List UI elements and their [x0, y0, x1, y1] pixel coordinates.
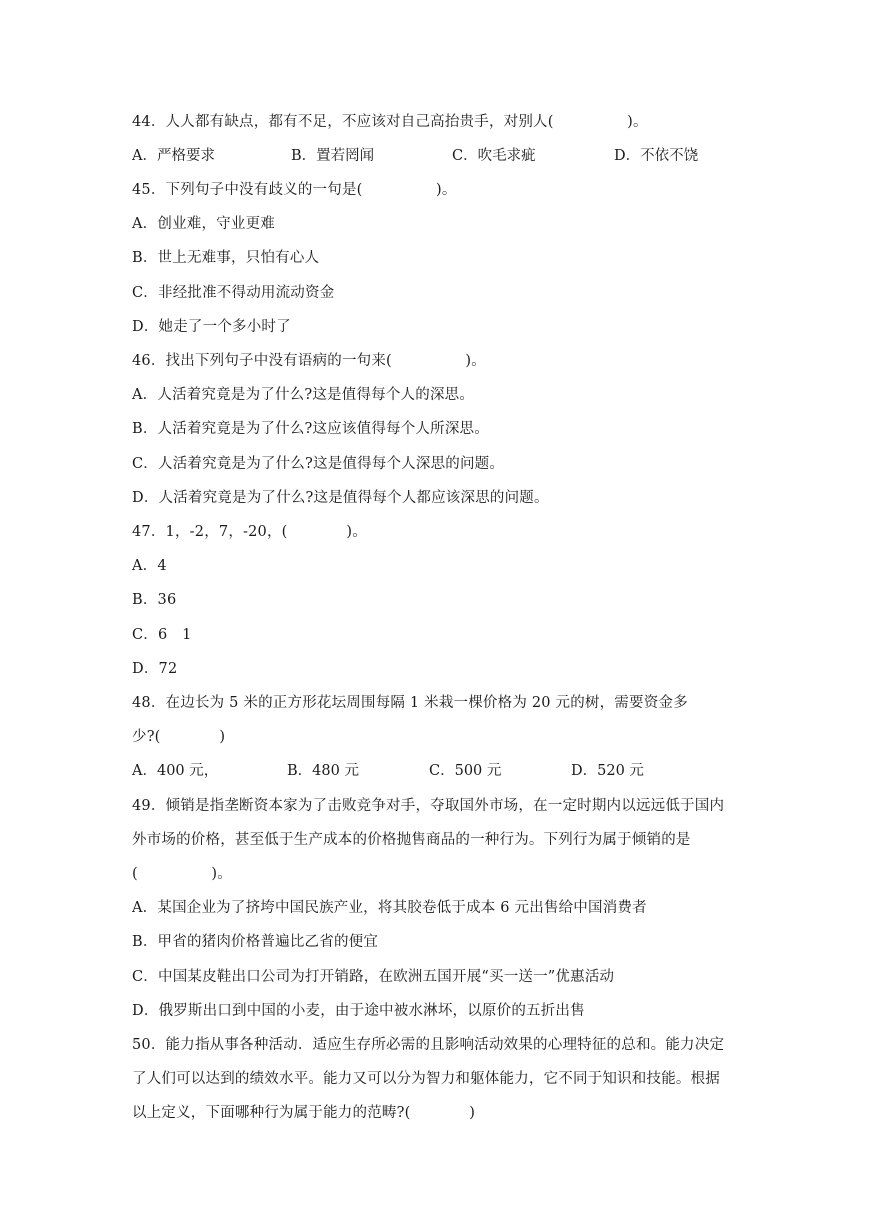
q45-option-d: D．她走了一个多小时了	[132, 319, 291, 335]
question-50-stem-line-2: 了人们可以达到的绩效水平。能力又可以分为智力和躯体能力，它不同于知识和技能。根据	[132, 1071, 720, 1087]
q48-option-c: C．500 元	[429, 763, 502, 779]
q45-option-a: A．创业难，守业更难	[132, 216, 275, 232]
q49-option-b: B．甲省的猪肉价格普遍比乙省的便宜	[132, 934, 379, 950]
q48-option-a: A．400 元，	[132, 763, 219, 779]
q44-option-c: C．吹毛求疵	[452, 148, 536, 164]
q44-option-d: D．不依不饶	[614, 148, 699, 164]
q48-option-d: D．520 元	[571, 763, 644, 779]
q47-option-c: C．6 1	[132, 627, 192, 643]
question-48-stem-line-2: 少?( )	[132, 729, 226, 745]
q46-option-b: B．人活着究竟是为了什么?这应该值得每个人所深思。	[132, 421, 489, 437]
question-47-stem: 47．1，-2，7，-20，( )。	[132, 524, 367, 540]
q49-option-a: A．某国企业为了挤垮中国民族产业，将其胶卷低于成本 6 元出售给中国消费者	[132, 900, 647, 916]
question-50-stem-line-1: 50．能力指从事各种活动．适应生存所必需的且影响活动效果的心理特征的总和。能力决定	[132, 1037, 725, 1053]
q44-option-b: B．置若罔闻	[291, 148, 375, 164]
q46-option-a: A．人活着究竟是为了什么?这是值得每个人的深思。	[132, 387, 475, 403]
q45-option-b: B．世上无难事，只怕有心人	[132, 250, 320, 266]
q48-option-b: B．480 元	[287, 763, 359, 779]
q45-option-c: C．非经批准不得动用流动资金	[132, 285, 335, 301]
q44-option-a: A．严格要求	[132, 148, 215, 164]
q47-option-a: A．4	[132, 558, 167, 574]
question-45-stem: 45．下列句子中没有歧义的一句是( )。	[132, 182, 457, 198]
q46-option-c: C．人活着究竟是为了什么?这是值得每个人深思的问题。	[132, 456, 505, 472]
question-49-stem-line-3: ( )。	[132, 866, 232, 882]
q49-option-c: C．中国某皮鞋出口公司为打开销路，在欧洲五国开展“买一送一”优惠活动	[132, 969, 615, 985]
q46-option-d: D．人活着究竟是为了什么?这是值得每个人都应该深思的问题。	[132, 490, 549, 506]
question-44-options	[132, 146, 752, 166]
question-44-stem: 44．人人都有缺点，都有不足，不应该对自己高抬贵手，对别人( )。	[132, 114, 648, 130]
question-46-stem: 46．找出下列句子中没有语病的一句来( )。	[132, 353, 486, 369]
q49-option-d: D．俄罗斯出口到中国的小麦，由于途中被水淋坏，以原价的五折出售	[132, 1003, 585, 1019]
q47-option-d: D．72	[132, 661, 178, 677]
q47-option-b: B．36	[132, 592, 177, 608]
question-49-stem-line-2: 外市场的价格，甚至低于生产成本的价格抛售商品的一种行为。下列行为属于倾销的是	[132, 832, 691, 848]
question-48-options	[132, 761, 752, 781]
question-48-stem-line-1: 48．在边长为 5 米的正方形花坛周围每隔 1 米栽一棵价格为 20 元的树，需要资金多	[132, 695, 688, 711]
question-50-stem-line-3: 以上定义，下面哪种行为属于能力的范畴?( )	[132, 1105, 476, 1121]
question-49-stem-line-1: 49．倾销是指垄断资本家为了击败竞争对手，夺取国外市场，在一定时期内以远远低于国内	[132, 798, 725, 814]
